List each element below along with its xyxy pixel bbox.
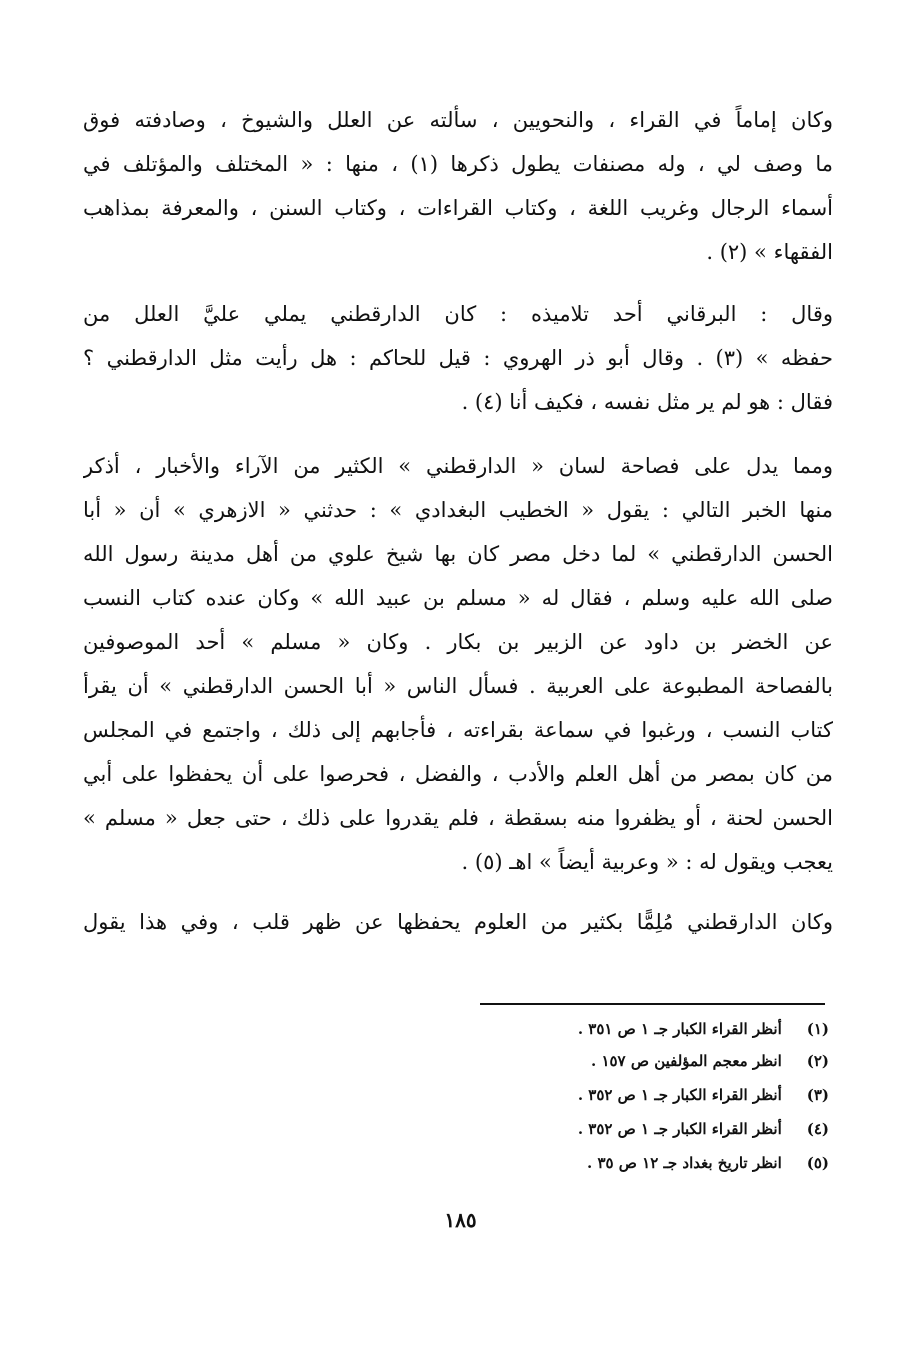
body-line: منها الخبر التالي : يقول « الخطيب البغدادي » : حدثني « الازهري » أن « أبا: [83, 498, 833, 522]
footnote-number: (٢): [806, 1052, 829, 1070]
footnote: [409, 1046, 829, 1076]
footnote-text: أنظر القراء الكبار جـ ١ ص ٣٥١ .: [577, 1020, 782, 1038]
body-line: عن الخضر بن داود عن الزبير بن بكار . وكان « مسلم » أحد الموصوفين: [83, 630, 833, 654]
footnote: [409, 1014, 829, 1044]
body-line: يعجب ويقول له : « وعربية أيضاً » اهـ (٥) .: [461, 850, 833, 874]
footnote-number: (٤): [806, 1120, 829, 1138]
footnote: [409, 1114, 829, 1144]
page-number: ١٨٥: [444, 1208, 477, 1232]
body-line: الحسن لحنة ، أو يظفروا منه بسقطة ، فلم يقدروا على ذلك ، حتى جعل « مسلم »: [83, 806, 833, 830]
body-line: من كان بمصر من أهل العلم والأدب ، والفضل ، فحرصوا على أن يحفظوا على أبي: [83, 762, 833, 786]
footnote-number: (٥): [806, 1154, 829, 1172]
footnote-text: أنظر القراء الكبار جـ ١ ص ٣٥٢ .: [577, 1086, 782, 1104]
body-line: وقال : البرقاني أحد تلاميذه : كان الدارقطني يملي عليَّ العلل من: [83, 302, 833, 326]
body-line: ومما يدل على فصاحة لسان « الدارقطني » الكثير من الآراء والأخبار ، أذكر: [83, 454, 833, 478]
footnote-number: (١): [806, 1020, 829, 1038]
footnote-text: أنظر القراء الكبار جـ ١ ص ٣٥٢ .: [577, 1120, 782, 1138]
footnote-text: انظر تاريخ بغداد جـ ١٢ ص ٣٥ .: [587, 1154, 782, 1172]
body-line: كتاب النسب ، ورغبوا في سماعة بقراءته ، فأجابهم إلى ذلك ، واجتمع في المجلس: [83, 718, 833, 742]
body-line: وكان الدارقطني مُلِمًّا بكثير من العلوم يحفظها عن ظهر قلب ، وفي هذا يقول: [83, 910, 833, 934]
body-line: وكان إماماً في القراء ، والنحويين ، سألته عن العلل والشيوخ ، وصادفته فوق: [83, 108, 833, 132]
body-line: فقال : هو لم ير مثل نفسه ، فكيف أنا (٤) .: [461, 390, 833, 414]
body-line: صلى الله عليه وسلم ، فقال له « مسلم بن عبيد الله » وكان عنده كتاب النسب: [83, 586, 833, 610]
footnote: [409, 1148, 829, 1178]
body-line: ما وصف لي ، وله مصنفات يطول ذكرها (١) ، منها : « المختلف والمؤتلف في: [83, 152, 833, 176]
body-line: الفقهاء » (٢) .: [706, 240, 833, 264]
footnote: [409, 1080, 829, 1110]
body-line: بالفصاحة المطبوعة على العربية . فسأل الناس « أبا الحسن الدارقطني » أن يقرأ: [83, 674, 833, 698]
body-line: أسماء الرجال وغريب اللغة ، وكتاب القراءات ، وكتاب السنن ، والمعرفة بمذاهب: [83, 196, 833, 220]
footnote-divider: [480, 1003, 825, 1005]
body-line: حفظه » (٣) . وقال أبو ذر الهروي : قيل للحاكم : هل رأيت مثل الدارقطني ؟: [83, 346, 833, 370]
footnote-number: (٣): [806, 1086, 829, 1104]
body-line: الحسن الدارقطني » لما دخل مصر كان بها شيخ علوي من أهل مدينة رسول الله: [83, 542, 833, 566]
footnote-text: انظر معجم المؤلفين ص ١٥٧ .: [590, 1052, 782, 1070]
